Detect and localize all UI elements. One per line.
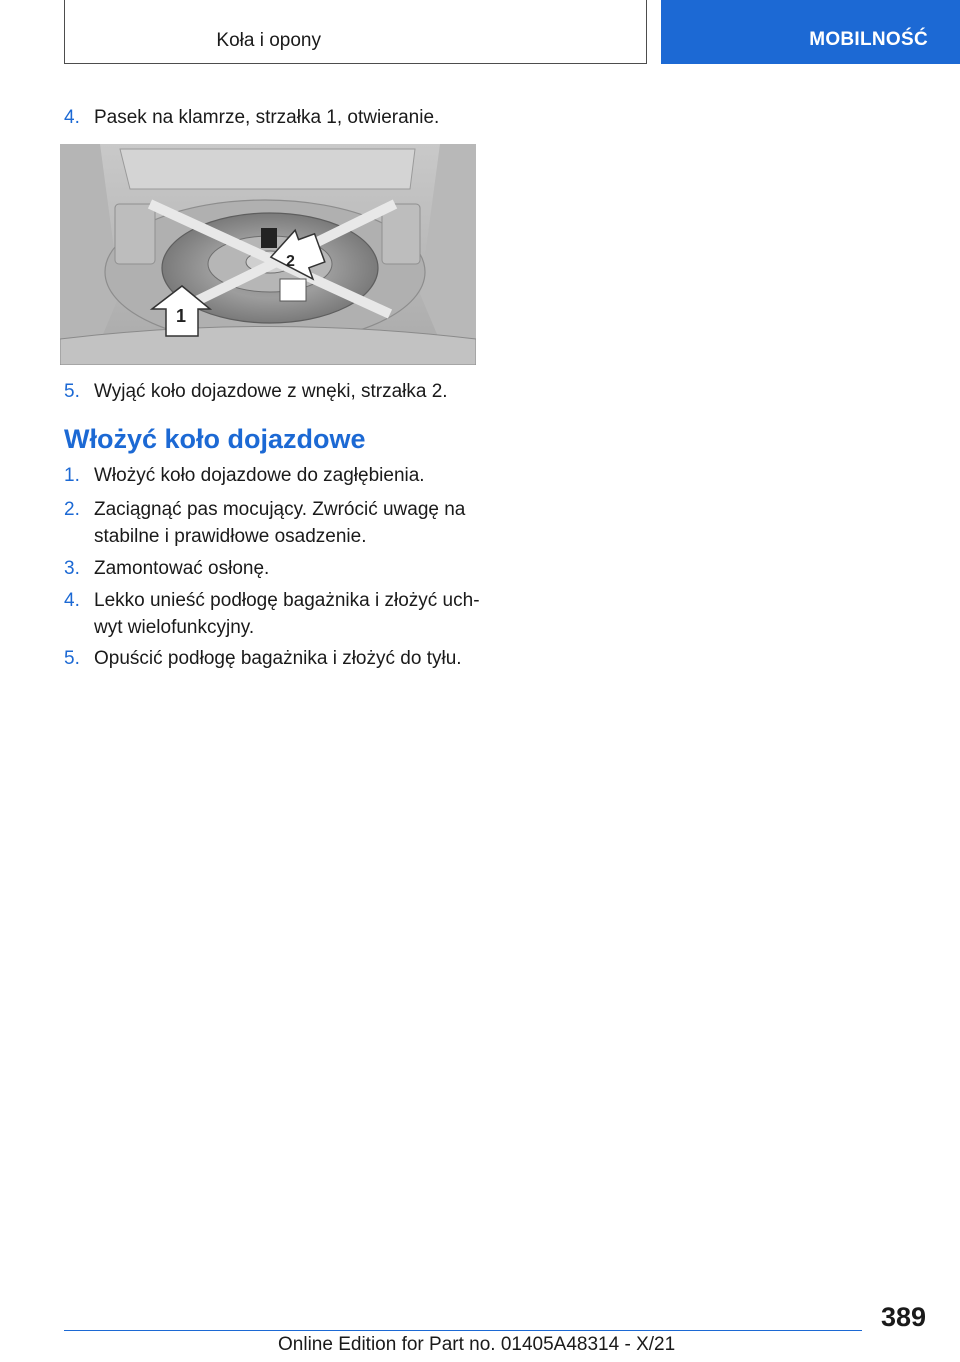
- footer-divider: [64, 1330, 862, 1331]
- header-section-title: Koła i opony: [216, 30, 321, 51]
- step-number: 4.: [64, 590, 80, 611]
- step-number: 5.: [64, 381, 80, 402]
- step-text: Wyjąć koło dojazdowe z wnęki, strzałka 2.: [94, 381, 448, 402]
- step-item: [64, 378, 484, 405]
- header-chapter-tab: [661, 0, 960, 64]
- step-text: Opuścić podłogę bagażnika i złożyć do tyłu.: [94, 648, 462, 669]
- arrow-2-label: 2: [286, 253, 295, 270]
- page-number: 389: [880, 1302, 926, 1332]
- step-item: [64, 104, 484, 131]
- step-item: [64, 587, 484, 641]
- step-item: [64, 645, 484, 672]
- section-heading: Włożyć koło dojazdowe: [64, 424, 366, 454]
- step-item: [64, 462, 484, 489]
- step-item: [64, 496, 484, 550]
- step-text: Włożyć koło dojazdowe do zagłębienia.: [94, 465, 425, 486]
- step-number: 3.: [64, 558, 80, 579]
- step-text: Pasek na klamrze, strzałka 1, otwieranie.: [94, 107, 440, 128]
- step-text: Zamontować osłonę.: [94, 558, 270, 579]
- header-chapter-title: MOBILNOŚĆ: [809, 29, 928, 50]
- step-number: 5.: [64, 648, 80, 669]
- spare-wheel-illustration: [60, 144, 476, 365]
- step-number: 4.: [64, 107, 80, 128]
- footer-edition: Online Edition for Part no. 01405A48314 - X/21: [278, 1334, 676, 1355]
- arrow-1-label: 1: [176, 306, 187, 326]
- step-number: 2.: [64, 499, 80, 520]
- step-item: [64, 555, 484, 582]
- header-section-box: [64, 0, 647, 64]
- step-number: 1.: [64, 465, 80, 486]
- step-text: Zaciągnąć pas mocujący. Zwrócić uwagę na stabilne i prawidłowe osadzenie.: [94, 499, 466, 547]
- step-text: Lekko unieść podłogę bagażnika i złożyć uchwyt wielofunkcyjny.: [94, 590, 480, 638]
